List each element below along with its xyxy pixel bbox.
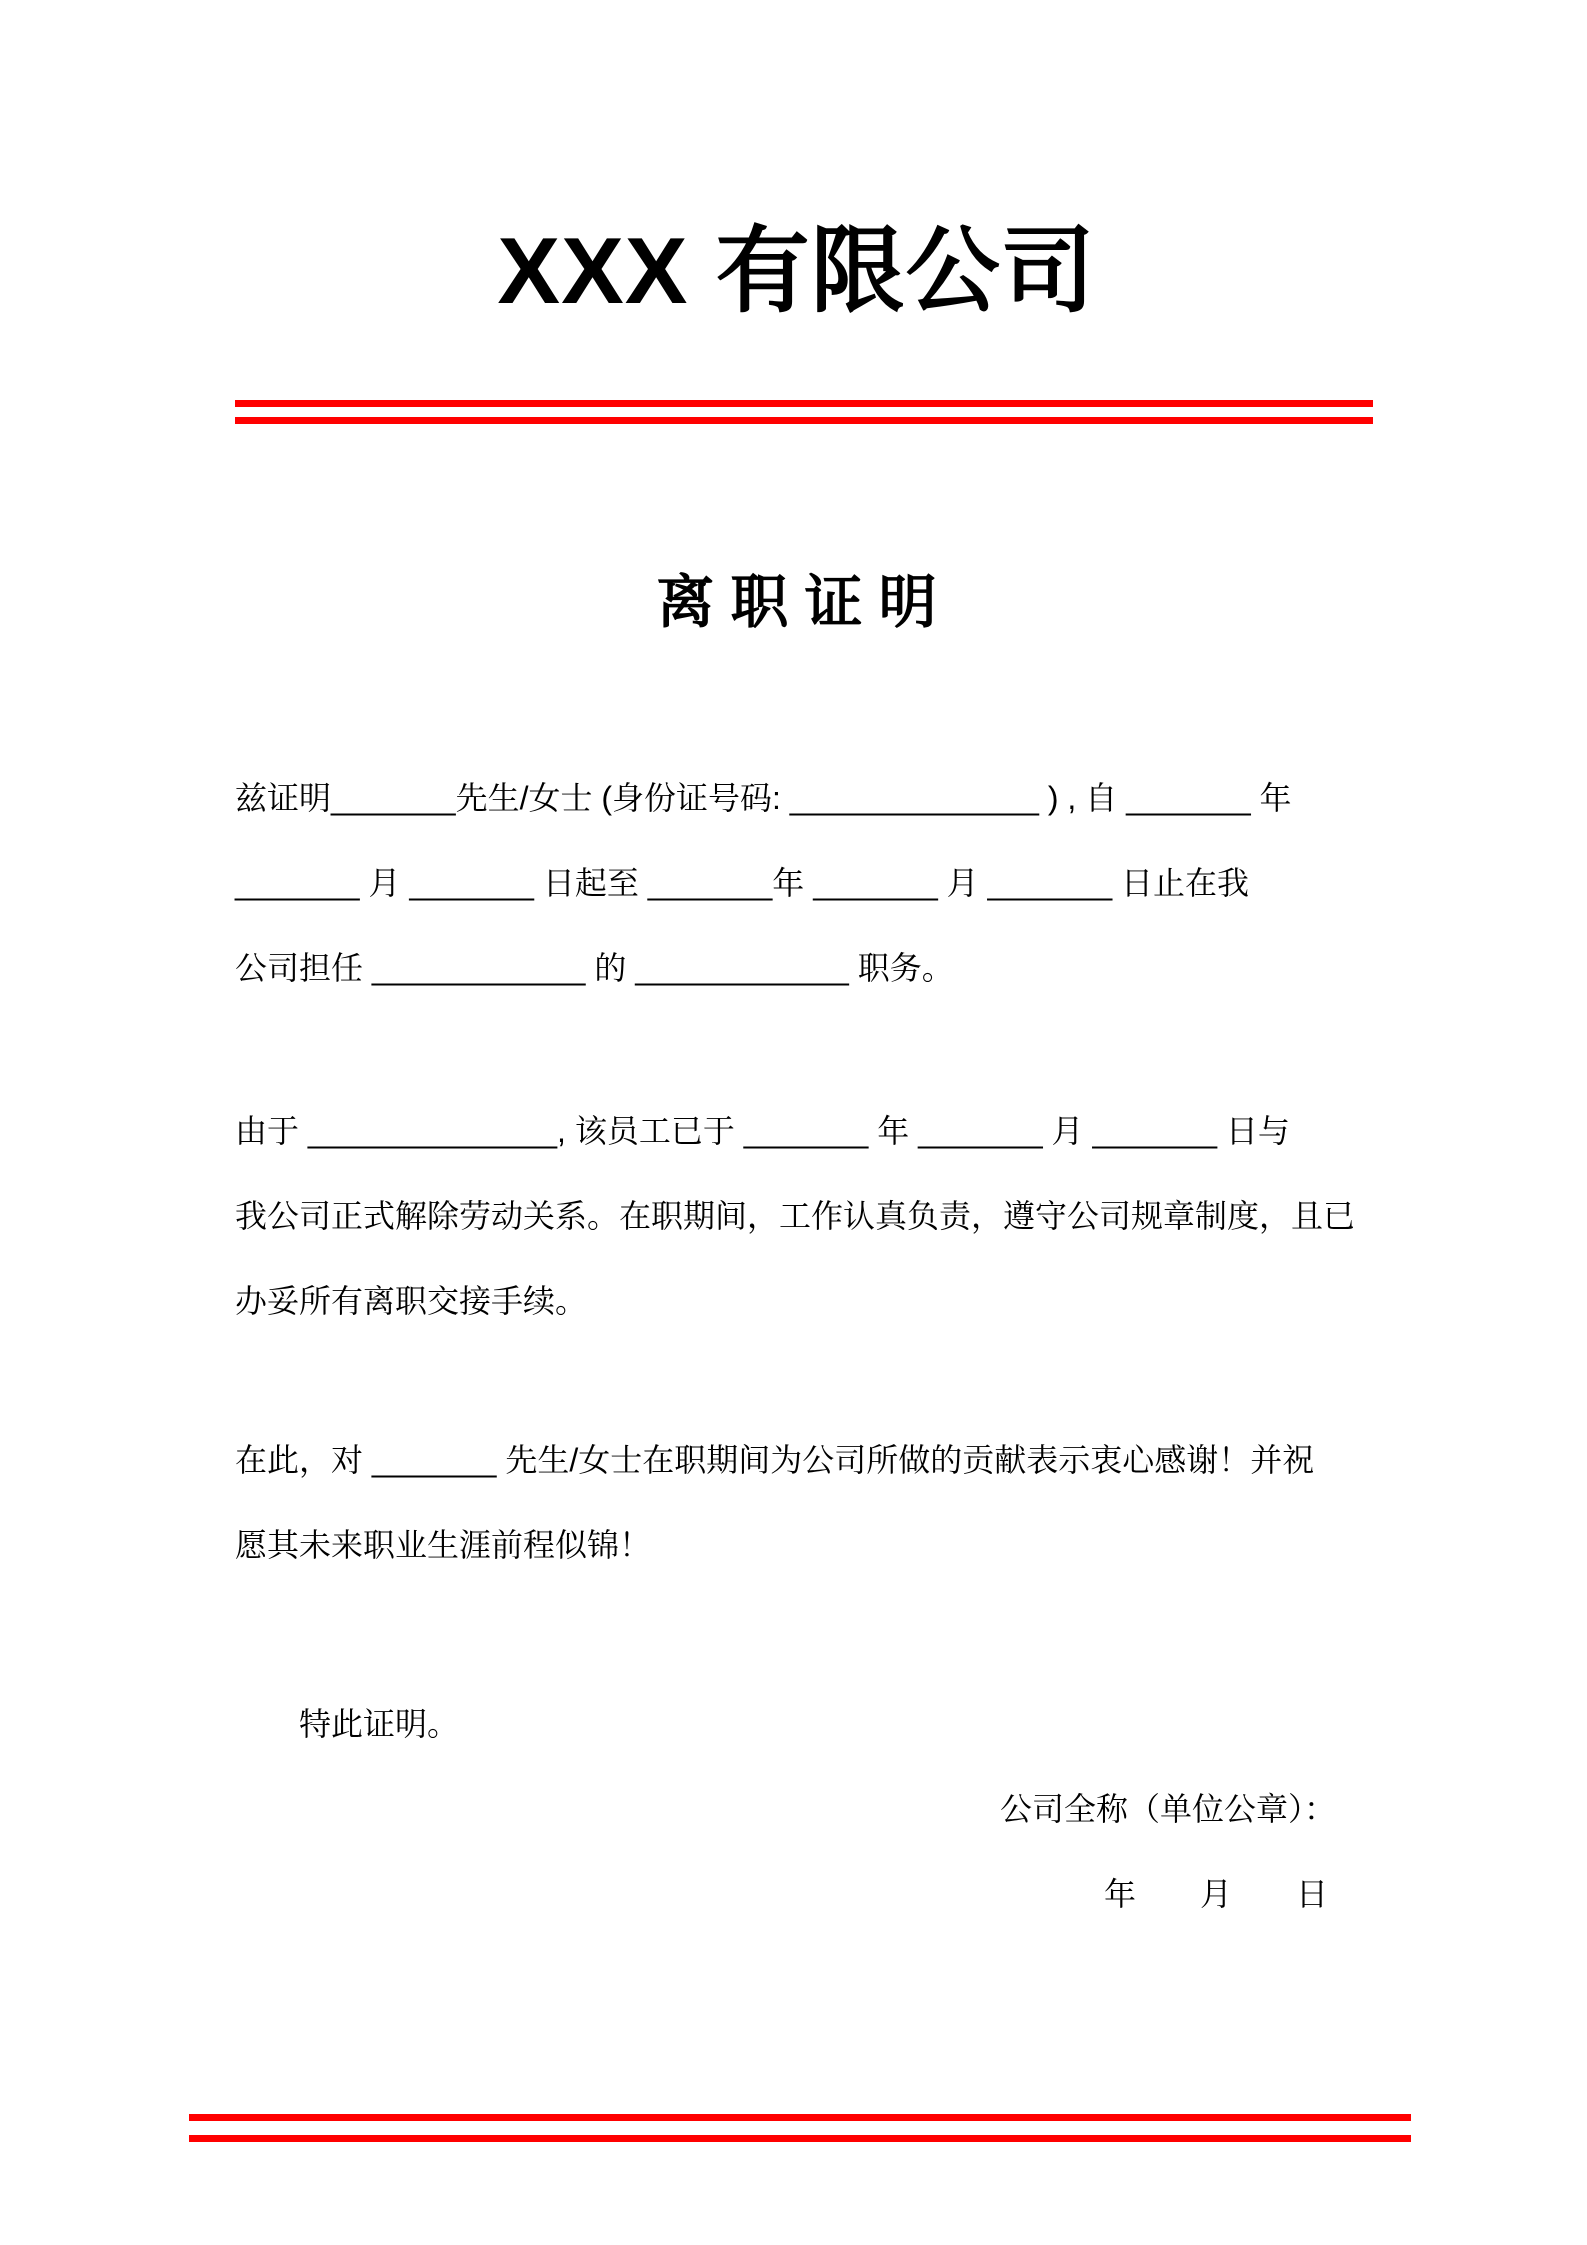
paragraph-line: 愿其未来职业生涯前程似锦！ (235, 1527, 652, 1564)
paragraph-line: 办妥所有离职交接手续。 (235, 1283, 588, 1320)
red-rule-bottom-2 (189, 2135, 1411, 2142)
footer-divider (189, 2114, 1411, 2142)
body-paragraph (235, 1418, 1358, 1588)
body-paragraphs (235, 756, 1358, 1588)
paragraph-line: 由于 ______________, 该员工已于 _______ 年 _______ 月 _______ 日与 (235, 1113, 1290, 1150)
body-paragraph (235, 1089, 1358, 1344)
company-title: XXX 有限公司 (497, 218, 1096, 323)
paragraph-line: _______ 月 _______ 日起至 _______年 _______ 月 _______ 日止在我 (235, 865, 1250, 902)
date-line: 年 月 日 (1103, 1876, 1328, 1913)
paragraph-line: 我公司正式解除劳动关系。在职期间，工作认真负责，遵守公司规章制度，且已 (235, 1198, 1356, 1235)
red-rule-top-1 (235, 400, 1373, 407)
body-paragraph (235, 756, 1358, 1011)
paragraph-line: 兹证明_______先生/女士 (身份证号码: ______________ ) , 自 _______ 年 (235, 780, 1292, 817)
paragraph-line: 公司担任 ____________ 的 ____________ 职务。 (235, 950, 954, 987)
paragraph-line: 在此，对 _______ 先生/女士在职期间为公司所做的贡献表示衷心感谢！并祝 (235, 1442, 1315, 1479)
signature-label: 公司全称（单位公章）： (999, 1791, 1336, 1828)
red-rule-top-2 (235, 417, 1373, 424)
header-divider (235, 400, 1373, 424)
closing-line: 特此证明。 (299, 1706, 460, 1743)
certificate-heading: 离 职 证 明 (656, 569, 937, 635)
red-rule-bottom-1 (189, 2114, 1411, 2121)
